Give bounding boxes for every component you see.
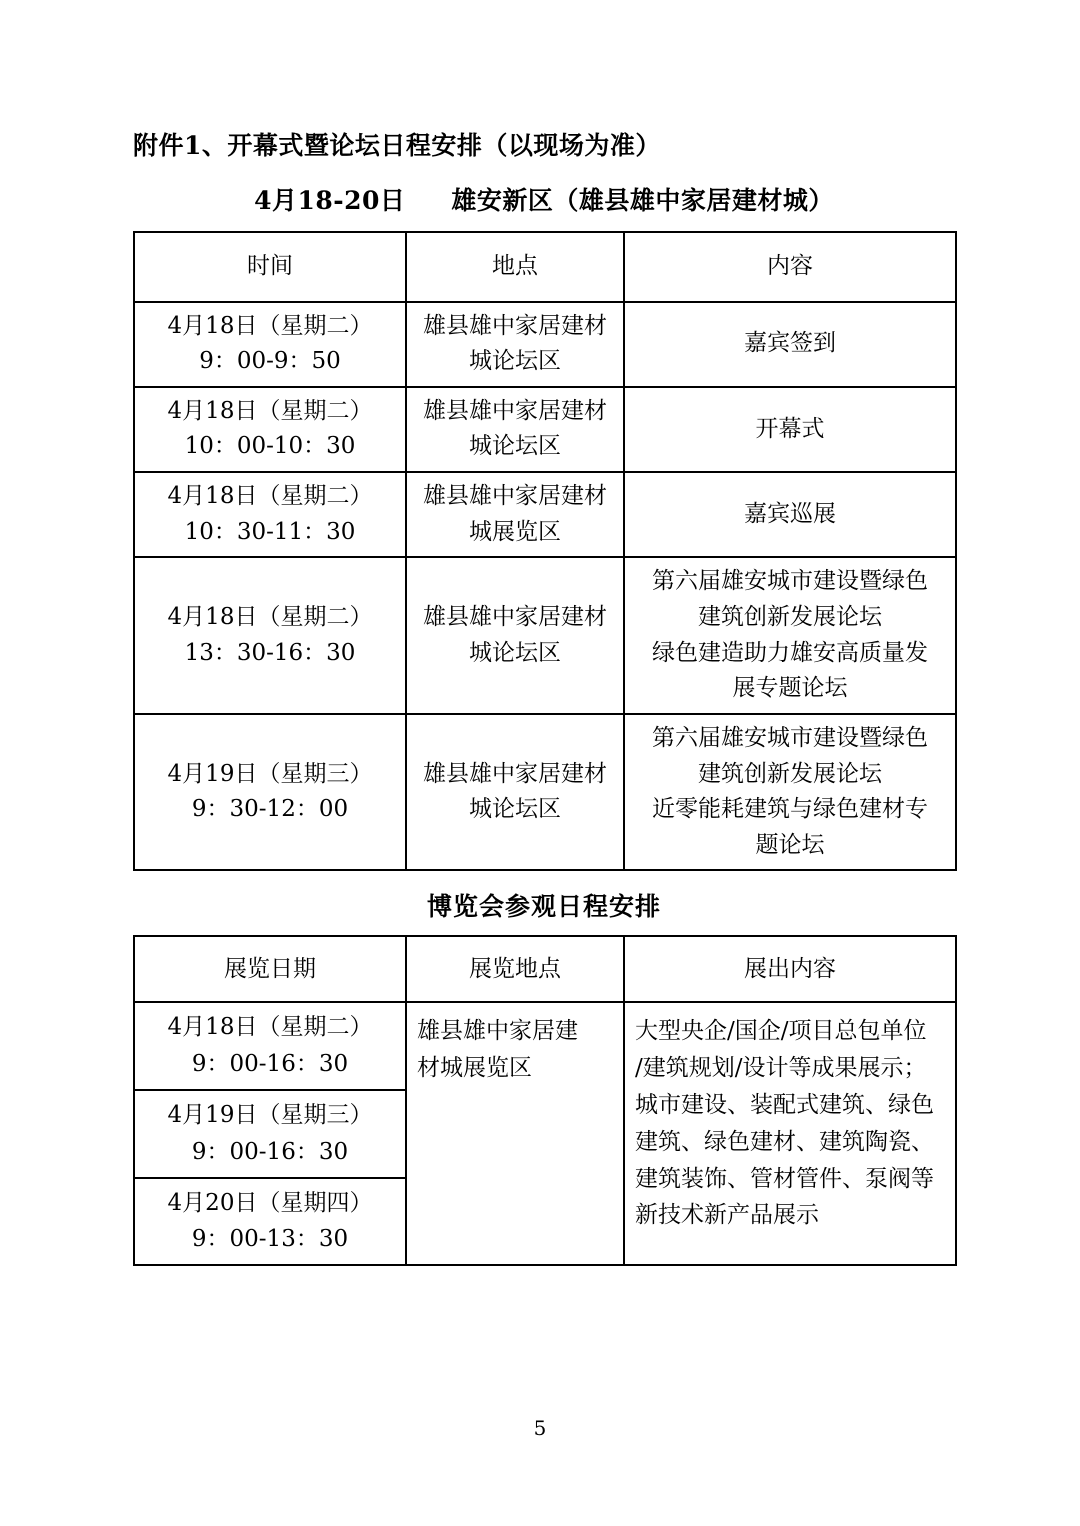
cell-time bbox=[134, 472, 406, 557]
content-line: 展专题论坛 bbox=[732, 675, 848, 702]
section-heading-date: 4月18-20日 bbox=[254, 185, 406, 215]
cell-time bbox=[134, 557, 406, 714]
page-number: 5 bbox=[533, 1416, 547, 1440]
cell-place bbox=[406, 557, 624, 714]
content-line: 开幕式 bbox=[755, 415, 825, 442]
place-line-1: 雄县雄中家居建材 bbox=[423, 397, 607, 424]
place-line-2: 城论坛区 bbox=[469, 639, 561, 666]
content-line: 第六届雄安城市建设暨绿色 bbox=[652, 724, 928, 751]
time-line-1: 4月18日（星期二） bbox=[167, 483, 373, 510]
content-line: 建筑装饰、管材管件、泵阀等 bbox=[635, 1165, 934, 1192]
place-line-1: 雄县雄中家居建材 bbox=[423, 760, 607, 787]
column-header-exhibition-place: 展览地点 bbox=[406, 936, 624, 1002]
cell-place bbox=[406, 472, 624, 557]
visit-schedule-table bbox=[133, 935, 957, 1266]
date-line-2: 9：00-13：30 bbox=[191, 1226, 349, 1253]
time-line-2: 10：30-11：30 bbox=[184, 518, 356, 545]
schedule-table bbox=[133, 231, 957, 872]
content-line: 建筑创新发展论坛 bbox=[698, 603, 882, 630]
content-line: 第六届雄安城市建设暨绿色 bbox=[652, 568, 928, 595]
place-line-1: 雄县雄中家居建 bbox=[417, 1018, 578, 1045]
cell-content bbox=[624, 472, 956, 557]
time-line-1: 4月18日（星期二） bbox=[167, 603, 373, 630]
content-line: 嘉宾签到 bbox=[744, 330, 836, 357]
time-line-1: 4月18日（星期二） bbox=[167, 397, 373, 424]
table-header-row bbox=[134, 936, 956, 1002]
cell-date bbox=[134, 1178, 406, 1266]
place-line-2: 城展览区 bbox=[469, 518, 561, 545]
time-line-1: 4月18日（星期二） bbox=[167, 312, 373, 339]
column-header-content: 内容 bbox=[624, 232, 956, 302]
cell-place bbox=[406, 387, 624, 472]
content-line: /建筑规划/设计等成果展示； bbox=[635, 1055, 927, 1082]
table-row bbox=[134, 714, 956, 871]
content-line: 城市建设、装配式建筑、绿色 bbox=[635, 1092, 934, 1119]
time-line-2: 9：00-9：50 bbox=[199, 348, 341, 375]
cell-content bbox=[624, 714, 956, 871]
cell-exhibition-content bbox=[624, 1002, 956, 1265]
content-line: 新技术新产品展示 bbox=[635, 1202, 819, 1229]
column-header-place: 地点 bbox=[406, 232, 624, 302]
cell-place bbox=[406, 714, 624, 871]
cell-date bbox=[134, 1002, 406, 1090]
place-line-1: 雄县雄中家居建材 bbox=[423, 483, 607, 510]
cell-time bbox=[134, 302, 406, 387]
column-header-exhibition-date: 展览日期 bbox=[134, 936, 406, 1002]
date-line-2: 9：00-16：30 bbox=[191, 1138, 349, 1165]
date-line-2: 9：00-16：30 bbox=[191, 1051, 349, 1078]
content-line: 建筑创新发展论坛 bbox=[698, 760, 882, 787]
cell-content bbox=[624, 302, 956, 387]
table-header-row bbox=[134, 232, 956, 302]
content-line: 大型央企/国企/项目总包单位 bbox=[635, 1018, 927, 1045]
place-line-2: 城论坛区 bbox=[469, 796, 561, 823]
date-line-1: 4月18日（星期二） bbox=[167, 1014, 373, 1041]
content-line: 嘉宾巡展 bbox=[744, 500, 836, 527]
cell-content bbox=[624, 557, 956, 714]
place-line-2: 城论坛区 bbox=[469, 348, 561, 375]
time-line-2: 13：30-16：30 bbox=[184, 639, 356, 666]
table-row bbox=[134, 557, 956, 714]
content-line: 建筑、绿色建材、建筑陶瓷、 bbox=[635, 1128, 934, 1155]
place-line-1: 雄县雄中家居建材 bbox=[423, 312, 607, 339]
attachment-title: 附件1、开幕式暨论坛日程安排（以现场为准） bbox=[133, 131, 661, 160]
date-line-1: 4月19日（星期三） bbox=[167, 1102, 373, 1129]
content-line: 近零能耗建筑与绿色建材专 bbox=[652, 796, 928, 823]
place-line-2: 城论坛区 bbox=[469, 433, 561, 460]
cell-time bbox=[134, 714, 406, 871]
content-line: 绿色建造助力雄安高质量发 bbox=[652, 639, 928, 666]
cell-exhibition-place bbox=[406, 1002, 624, 1265]
section-heading-venue: 雄安新区（雄县雄中家居建材城） bbox=[451, 185, 834, 215]
table-row bbox=[134, 1002, 956, 1090]
time-line-2: 9：30-12：00 bbox=[191, 796, 349, 823]
place-line-1: 雄县雄中家居建材 bbox=[423, 603, 607, 630]
date-line-1: 4月20日（星期四） bbox=[167, 1189, 373, 1216]
table-row bbox=[134, 387, 956, 472]
time-line-2: 10：00-10：30 bbox=[184, 433, 356, 460]
cell-content bbox=[624, 387, 956, 472]
content-line: 题论坛 bbox=[755, 831, 825, 858]
visit-section-heading: 博览会参观日程安排 bbox=[426, 892, 661, 922]
table-row bbox=[134, 302, 956, 387]
cell-time bbox=[134, 387, 406, 472]
column-header-exhibition-content: 展出内容 bbox=[624, 936, 956, 1002]
cell-date bbox=[134, 1090, 406, 1178]
time-line-1: 4月19日（星期三） bbox=[167, 760, 373, 787]
table-row bbox=[134, 472, 956, 557]
cell-place bbox=[406, 302, 624, 387]
place-line-2: 材城展览区 bbox=[417, 1055, 532, 1082]
column-header-time: 时间 bbox=[134, 232, 406, 302]
section-heading bbox=[133, 181, 955, 217]
